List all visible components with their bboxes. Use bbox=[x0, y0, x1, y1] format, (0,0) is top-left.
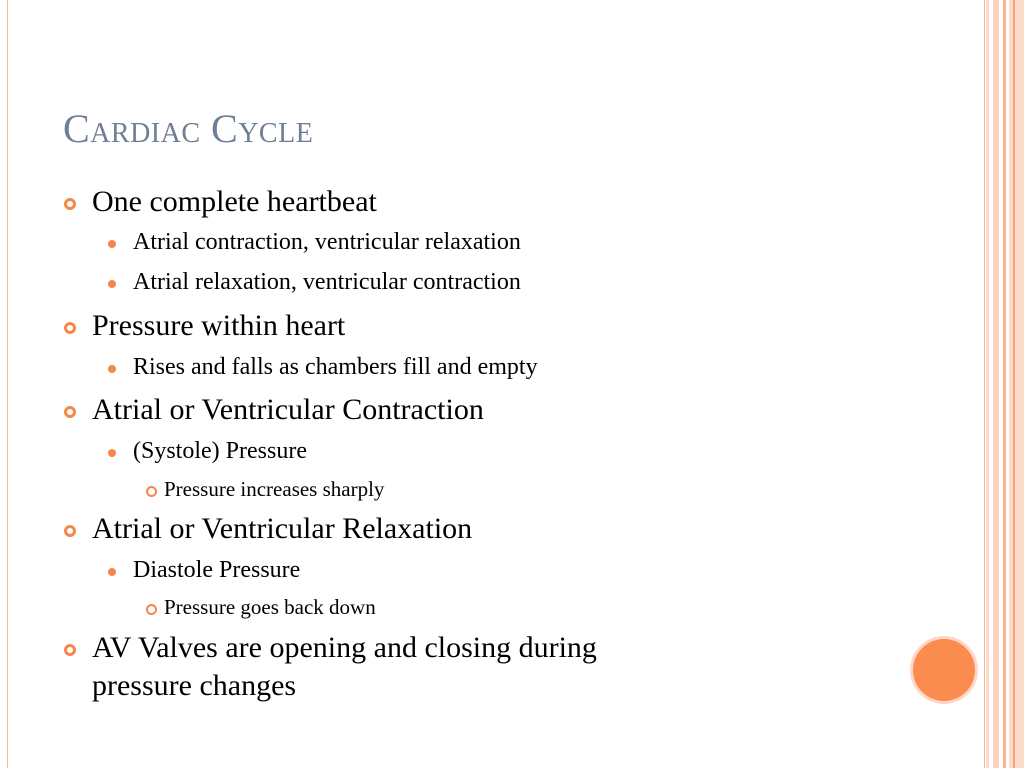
bullet-item: Rises and falls as chambers fill and empty bbox=[133, 354, 538, 380]
bullet-item-continuation: pressure changes bbox=[92, 669, 297, 702]
bullet-ring-icon bbox=[64, 322, 76, 334]
bullet-ring-icon bbox=[146, 604, 157, 615]
bullet-item: Pressure goes back down bbox=[164, 595, 376, 619]
decor-circle bbox=[913, 639, 975, 701]
bullet-ring-icon bbox=[64, 406, 76, 418]
bullet-item: Atrial relaxation, ventricular contraction bbox=[133, 269, 521, 295]
bullet-item: Atrial or Ventricular Contraction bbox=[92, 393, 484, 426]
bullet-item: Diastole Pressure bbox=[133, 557, 301, 583]
decor-stripe bbox=[1009, 0, 1024, 768]
bullet-dot-icon bbox=[108, 240, 116, 248]
bullet-ring-icon bbox=[64, 198, 76, 210]
bullet-dot-icon bbox=[108, 280, 116, 288]
bullet-item: One complete heartbeat bbox=[92, 185, 377, 218]
bullet-item: (Systole) Pressure bbox=[133, 438, 307, 464]
decor-stripe bbox=[993, 0, 999, 768]
bullet-dot-icon bbox=[108, 568, 116, 576]
bullet-ring-icon bbox=[64, 644, 76, 656]
decor-stripe bbox=[1003, 0, 1006, 768]
decor-stripe bbox=[1013, 0, 1015, 768]
bullet-dot-icon bbox=[108, 365, 116, 373]
slide-title: Cardiac Cycle bbox=[63, 106, 314, 151]
bullet-dot-icon bbox=[108, 449, 116, 457]
bullet-item: Pressure within heart bbox=[92, 309, 346, 342]
bullet-item: Atrial or Ventricular Relaxation bbox=[92, 512, 473, 545]
bullet-item: Pressure increases sharply bbox=[164, 477, 385, 501]
bullet-ring-icon bbox=[146, 486, 157, 497]
bullet-item: AV Valves are opening and closing during bbox=[92, 631, 597, 664]
decor-stripe bbox=[986, 0, 989, 768]
bullet-item: Atrial contraction, ventricular relaxation bbox=[133, 229, 521, 255]
bullet-ring-icon bbox=[64, 525, 76, 537]
